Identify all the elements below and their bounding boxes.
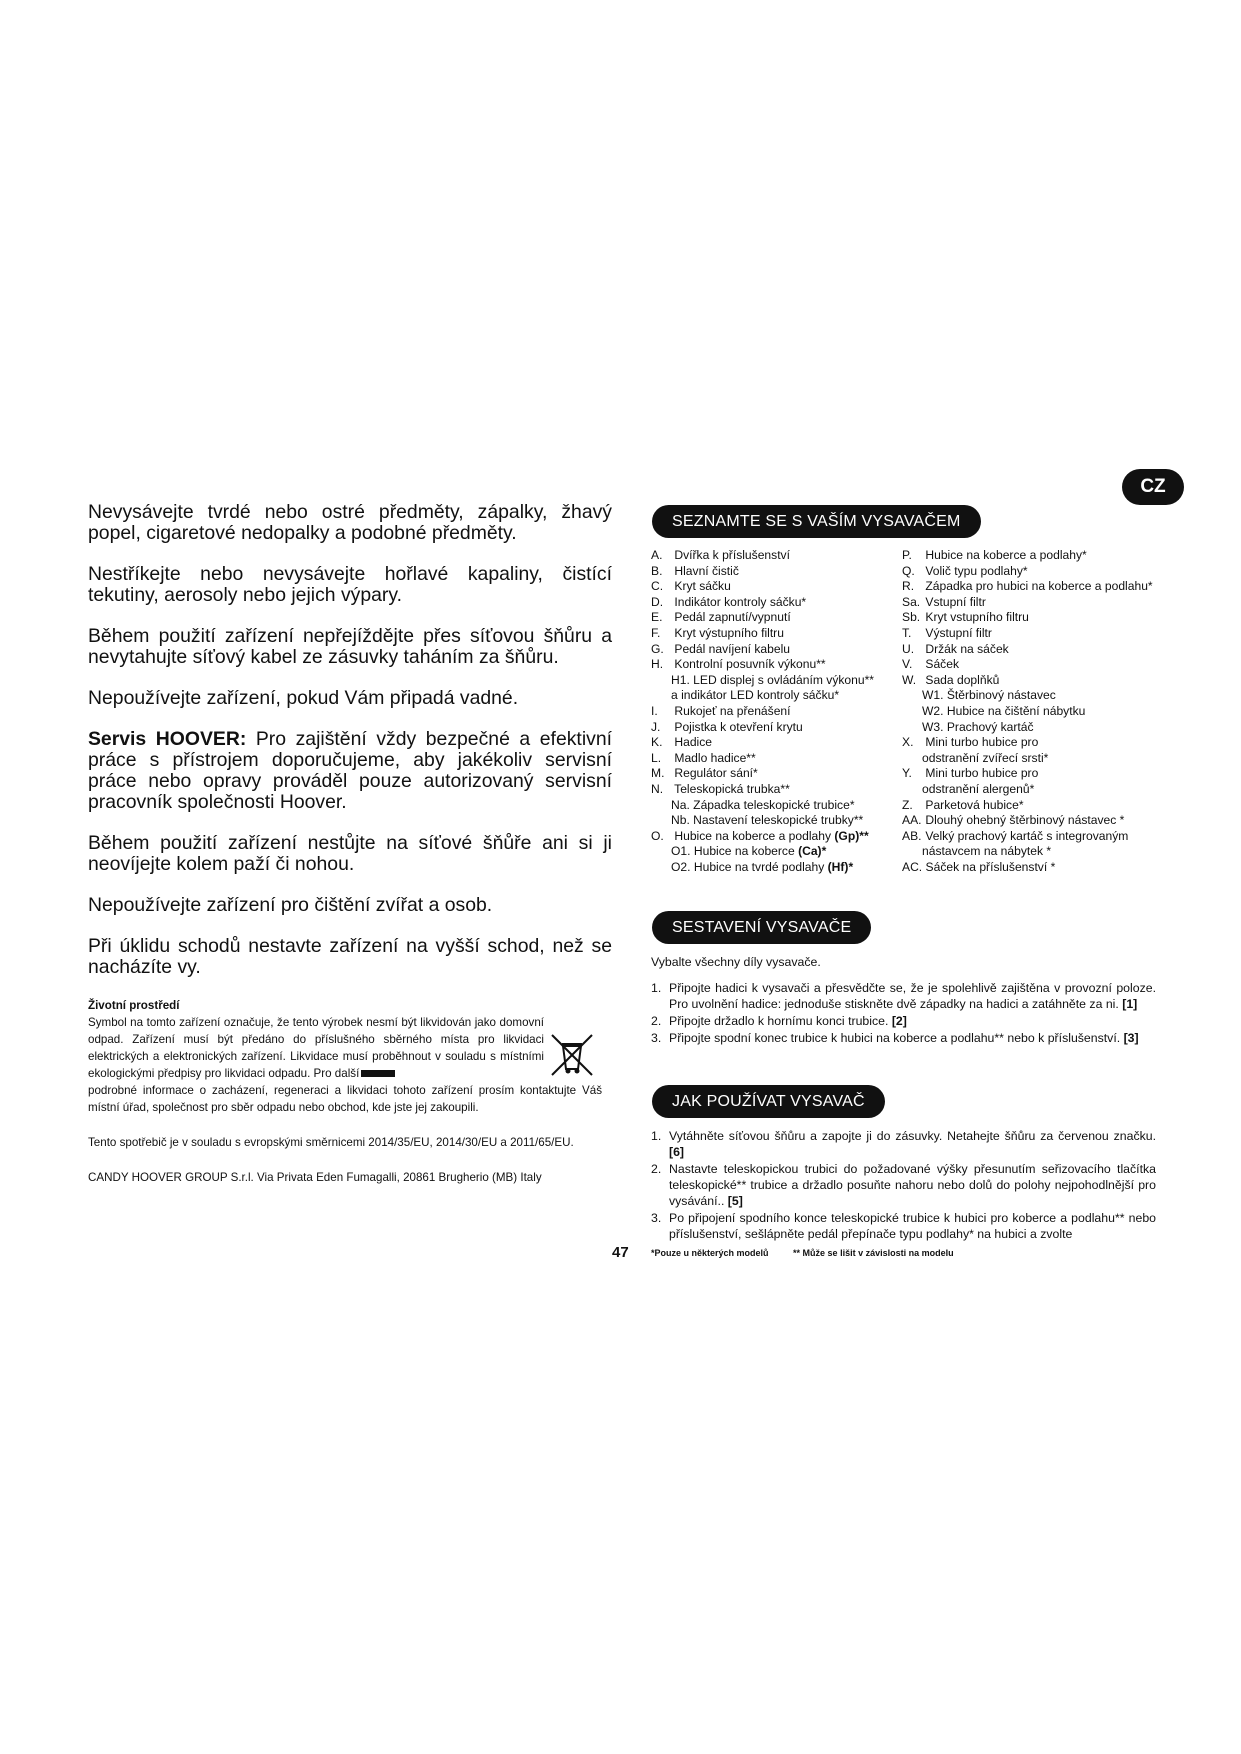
part-item [651,564,891,580]
language-badge: CZ [1122,469,1184,505]
part-item [651,704,891,720]
part-label: Parketová hubice* [925,797,1024,812]
part-label: O1. Hubice na koberce [671,844,799,859]
service-label: Servis HOOVER: [88,728,247,750]
part-item [651,595,891,611]
part-item [651,610,891,626]
part-label: nástavcem na nábytek * [922,844,1052,859]
step-text-body: Připojte hadici k vysavači a přesvědčte se, že je spolehlivě zajištěna v provozní poloze. Pro uvolnění hadice: jednoduše stiskněte dvě západky na hadici a zatáhněte za ni. [669,981,1156,1011]
part-key: D. [651,594,664,609]
part-item [651,782,891,798]
part-item [651,751,891,767]
part-item [651,642,891,658]
figure-ref: [5] [727,1194,743,1208]
part-item [902,595,1182,611]
part-item [651,860,891,876]
part-item [902,766,1182,782]
part-label: Regulátor sání* [674,766,758,781]
part-item [902,782,1182,798]
assembly-steps [651,980,1156,1047]
environment-text-2: podrobné informace o zacházení, regeneraci a likvidaci tohoto zařízení prosím kontaktujte Váš místní úřad, společnost pro sběr odpadu nebo obchod, kde jste jej zakoupili. [88,1084,602,1114]
part-item [651,829,891,845]
step-item [651,1030,1156,1046]
part-label: Rukojeť na přenášení [674,703,791,718]
part-label: Dlouhý ohebný štěrbinový nástavec * [925,813,1125,828]
part-key: AC. [902,859,923,874]
part-key: N. [651,781,664,796]
step-number: 3. [651,1031,662,1045]
part-label: Hubice na koberce a podlahy [674,828,835,843]
part-key: X. [902,735,914,750]
part-key: W. [902,672,917,687]
part-label: Kryt sáčku [674,579,731,594]
part-item [902,688,1182,704]
part-item [651,735,891,751]
step-text-body: Vytáhněte síťovou šňůru a zapojte ji do zásuvky. Netahejte šňůru za červenou značku. [669,1129,1156,1143]
part-key: Q. [902,563,915,578]
part-item [902,813,1182,829]
part-key: A. [651,548,663,562]
part-item [651,673,891,689]
step-text-body: Připojte držadlo k hornímu konci trubice. [669,1014,892,1028]
part-item [651,813,891,829]
part-label: Sáček na příslušenství * [925,859,1056,874]
part-key: C. [651,579,664,594]
footnote: *Pouze u některých modelů [651,1248,769,1258]
step-item [651,980,1156,1012]
part-label: Pedál navíjení kabelu [674,641,791,656]
part-code: (Hf)* [827,859,854,874]
step-item [651,1161,1156,1209]
part-key: J. [651,719,661,734]
part-label: odstranění zvířecí srsti* [922,750,1049,765]
part-key: P. [902,548,912,562]
part-label: Sáček [925,657,959,672]
step-text [669,1013,1156,1029]
service-paragraph [88,729,612,813]
part-item [651,548,891,564]
assembly-intro: Vybalte všechny díly vysavače. [651,955,821,969]
warning-paragraph: Nepoužívejte zařízení, pokud Vám připadá vadné. [88,687,519,709]
part-label: Mini turbo hubice pro [925,735,1039,750]
part-item [902,798,1182,814]
part-label: Sada doplňků [925,672,1000,687]
part-key: Y. [902,766,912,781]
part-key: Z. [902,797,913,812]
company-address: CANDY HOOVER GROUP S.r.l. Via Privata Eden Fumagalli, 20861 Brugherio (MB) Italy [88,1171,542,1184]
part-key: T. [902,625,912,640]
part-item [902,704,1182,720]
step-number: 3. [651,1211,662,1225]
warning-paragraph: Během použití zařízení nepřejíždějte přes síťovou šňůru a nevytahujte síťový kabel ze zásuvky taháním za šňůru. [88,625,612,668]
part-item [902,673,1182,689]
part-key: R. [902,579,915,594]
step-text-body: Připojte spodní konec trubice k hubici na koberce a podlahu** nebo k příslušenství. [669,1031,1124,1045]
part-label: Teleskopická trubka** [674,781,790,796]
figure-ref: [6] [669,1145,685,1159]
part-label: Nb. Nastavení teleskopické trubky** [671,813,864,828]
step-number: 2. [651,1014,662,1028]
environment-title: Životní prostředí [88,999,180,1012]
part-label: Pedál zapnutí/vypnutí [674,610,791,625]
safety-warnings [88,502,612,998]
warning-paragraph: Nevysávejte tvrdé nebo ostré předměty, zápalky, žhavý popel, cigaretové nedopalky a podobné předměty. [88,501,612,544]
part-item [902,720,1182,736]
parts-list-right [902,548,1182,875]
part-label: Kryt výstupního filtru [674,625,784,640]
part-item [902,844,1182,860]
environment-body [88,1014,602,1116]
part-item [902,860,1182,876]
part-key: AB. [902,828,922,843]
step-item [651,1013,1156,1029]
crossed-bin-icon [548,1031,596,1079]
part-item [651,798,891,814]
part-label: Západka pro hubici na koberce a podlahu* [925,579,1153,594]
step-text-body: Nastavte teleskopickou trubici do požadované výšky přesunutím seřizovacího tlačítka teleskopické** trubice a držadlo posuňte nahoru nebo dolů do polohy nejpohodlnější pro vysávání.. [669,1162,1156,1208]
part-item [651,657,891,673]
part-item [651,720,891,736]
part-label: O2. Hubice na tvrdé podlahy [671,859,828,874]
environment-section [88,997,602,1186]
figure-ref: [2] [891,1014,907,1028]
part-key: H. [651,657,664,672]
part-label: Pojistka k otevření krytu [674,719,803,734]
part-key: O. [651,828,664,843]
part-label: Kontrolní posuvník výkonu** [674,657,826,672]
part-label: Mini turbo hubice pro [925,766,1039,781]
part-label: Volič typu podlahy* [925,563,1028,578]
step-text-body: Po připojení spodního konce teleskopické trubice k hubici pro koberce a podlahu** nebo příslušenství, sešlápněte pedál přepínače typu podlahy* na hubici a zvolte [669,1211,1156,1241]
part-label: Hubice na koberce a podlahy* [925,548,1087,562]
page-number: 47 [612,1244,629,1261]
part-key: G. [651,641,664,656]
part-item [902,751,1182,767]
part-label: W3. Prachový kartáč [922,719,1034,734]
part-item [902,657,1182,673]
footnote: ** Může se lišit v závislosti na modelu [793,1248,954,1258]
part-label: Kryt vstupního filtru [925,610,1029,625]
part-key: U. [902,641,915,656]
part-item [651,626,891,642]
part-label: Na. Západka teleskopické trubice* [671,797,855,812]
footnotes [651,1248,976,1258]
part-key: K. [651,735,663,750]
step-number: 2. [651,1162,662,1176]
part-item [651,688,891,704]
part-item [902,735,1182,751]
part-item [902,564,1182,580]
part-item [902,579,1182,595]
step-text [669,1128,1156,1160]
part-label: W2. Hubice na čištění nábytku [922,703,1086,718]
step-text [669,980,1156,1012]
usage-steps [651,1128,1156,1243]
part-label: Vstupní filtr [925,594,986,609]
part-label: a indikátor LED kontroly sáčku* [671,688,840,703]
part-item [902,642,1182,658]
part-label: Velký prachový kartáč s integrovaným [925,828,1129,843]
step-number: 1. [651,981,662,995]
warning-paragraph: Nestříkejte nebo nevysávejte hořlavé kapaliny, čistící tekutiny, aerosoly nebo jejich výpary. [88,563,612,606]
part-key: Sa. [902,594,921,609]
separator-bar [361,1070,395,1077]
part-label: Dvířka k příslušenství [674,548,790,562]
step-text [669,1030,1156,1046]
part-key: E. [651,610,663,625]
part-key: V. [902,657,913,672]
part-item [651,844,891,860]
part-label: H1. LED displej s ovládáním výkonu** [671,672,875,687]
section-title-parts: SEZNAMTE SE S VAŠÍM VYSAVAČEM [652,505,981,538]
step-item [651,1210,1156,1242]
part-item [902,829,1182,845]
part-key: Sb. [902,610,921,625]
warning-paragraph: Nepoužívejte zařízení pro čištění zvířat a osob. [88,894,493,916]
part-key: F. [651,625,661,640]
part-key: I. [651,703,658,718]
step-text [669,1161,1156,1209]
part-code: (Ca)* [798,844,827,859]
part-item [902,626,1182,642]
section-title-assembly: SESTAVENÍ VYSAVAČE [652,911,871,944]
warning-paragraph: Při úklidu schodů nestavte zařízení na vyšší schod, než se nacházíte vy. [88,935,612,978]
part-label: odstranění alergenů* [922,781,1035,796]
figure-ref: [1] [1122,997,1138,1011]
step-item [651,1128,1156,1160]
part-label: Hadice [674,735,713,750]
part-label: Držák na sáček [925,641,1009,656]
environment-text: Symbol na tomto zařízení označuje, že tento výrobek nesmí být likvidován jako domovní odpad. Zařízení musí být předáno do příslušného sběrného místa pro likvidaci elektrických a elektronických zařízení. Likvidace musí proběhnout v souladu s místními ekologickými předpisy pro likvidaci odpadu. Pro další [88,1016,544,1080]
parts-list-left [651,548,891,875]
step-text [669,1210,1156,1242]
part-code: (Gp)** [834,828,869,843]
service-text: Pro zajištění vždy bezpečné a efektivní práce s přístrojem doporučujeme, aby jakékoliv servisní práce nebo opravy prováděl pouze autorizovaný servisní pracovník společnosti Hoover. [88,728,612,813]
warning-paragraph: Během použití zařízení nestůjte na síťové šňůře ani si ji neovíjejte kolem paží či nohou. [88,832,612,875]
part-item [902,548,1182,564]
part-key: M. [651,766,665,781]
section-title-usage: JAK POUŽÍVAT VYSAVAČ [652,1085,885,1118]
part-item [651,766,891,782]
step-number: 1. [651,1129,662,1143]
part-label: Hlavní čistič [674,563,739,578]
part-label: Indikátor kontroly sáčku* [674,594,807,609]
directives-text: Tento spotřebič je v souladu s evropskými směrnicemi 2014/35/EU, 2014/30/EU a 2011/65/EU. [88,1136,574,1149]
part-item [651,579,891,595]
figure-ref: [3] [1123,1031,1139,1045]
part-label: W1. Štěrbinový nástavec [922,688,1056,703]
part-key: B. [651,563,663,578]
part-key: AA. [902,813,922,828]
part-label: Madlo hadice** [674,750,756,765]
part-key: L. [651,750,662,765]
part-label: Výstupní filtr [925,625,992,640]
part-item [902,610,1182,626]
